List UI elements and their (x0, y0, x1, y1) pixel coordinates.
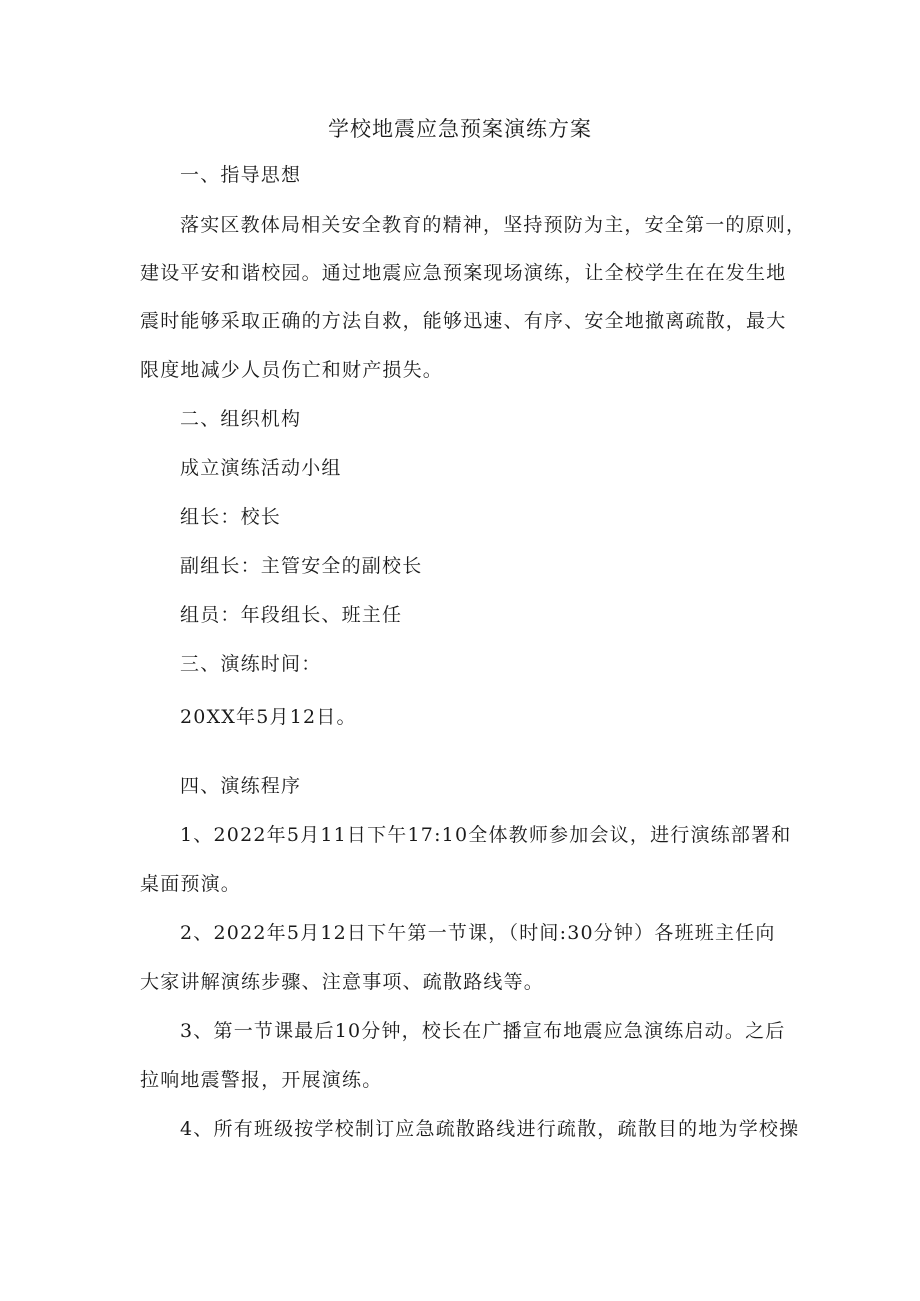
paragraph-line: 桌面预演。 (140, 873, 242, 895)
document-title: 学校地震应急预案演练方案 (328, 117, 592, 141)
paragraph-line: 组长：校长 (180, 506, 282, 528)
paragraph-line: 4、所有班级按学校制订应急疏散路线进行疏散，疏散目的地为学校操 (180, 1118, 800, 1140)
paragraph-line: 3、第一节课最后10分钟，校长在广播宣布地震应急演练启动。之后 (180, 1020, 786, 1042)
paragraph-line: 落实区教体局相关安全教育的精神，坚持预防为主，安全第一的原则， (180, 214, 807, 236)
paragraph-line: 组员：年段组长、班主任 (180, 604, 403, 626)
heading-guiding-ideology: 一、指导思想 (180, 164, 302, 186)
heading-drill-procedure: 四、演练程序 (180, 775, 302, 797)
paragraph-line: 成立演练活动小组 (180, 457, 342, 479)
paragraph-line: 建设平安和谐校园。通过地震应急预案现场演练，让全校学生在在发生地 (140, 262, 787, 284)
paragraph-line: 震时能够采取正确的方法自救，能够迅速、有序、安全地撤离疏散，最大 (140, 310, 787, 332)
paragraph-line: 副组长：主管安全的副校长 (180, 555, 423, 577)
paragraph-line: 2、2022年5月12日下午第一节课，（时间:30分钟）各班班主任向 (180, 922, 776, 944)
paragraph-line: 1、2022年5月11日下午17:10全体教师参加会议，进行演练部署和 (180, 824, 792, 846)
heading-organization: 二、组织机构 (180, 408, 302, 430)
heading-drill-time: 三、演练时间： (180, 653, 322, 675)
paragraph-line: 限度地减少人员伤亡和财产损失。 (140, 359, 444, 381)
paragraph-line: 20XX年5月12日。 (180, 706, 357, 728)
paragraph-line: 大家讲解演练步骤、注意事项、疏散路线等。 (140, 971, 545, 993)
paragraph-line: 拉响地震警报，开展演练。 (140, 1069, 383, 1091)
